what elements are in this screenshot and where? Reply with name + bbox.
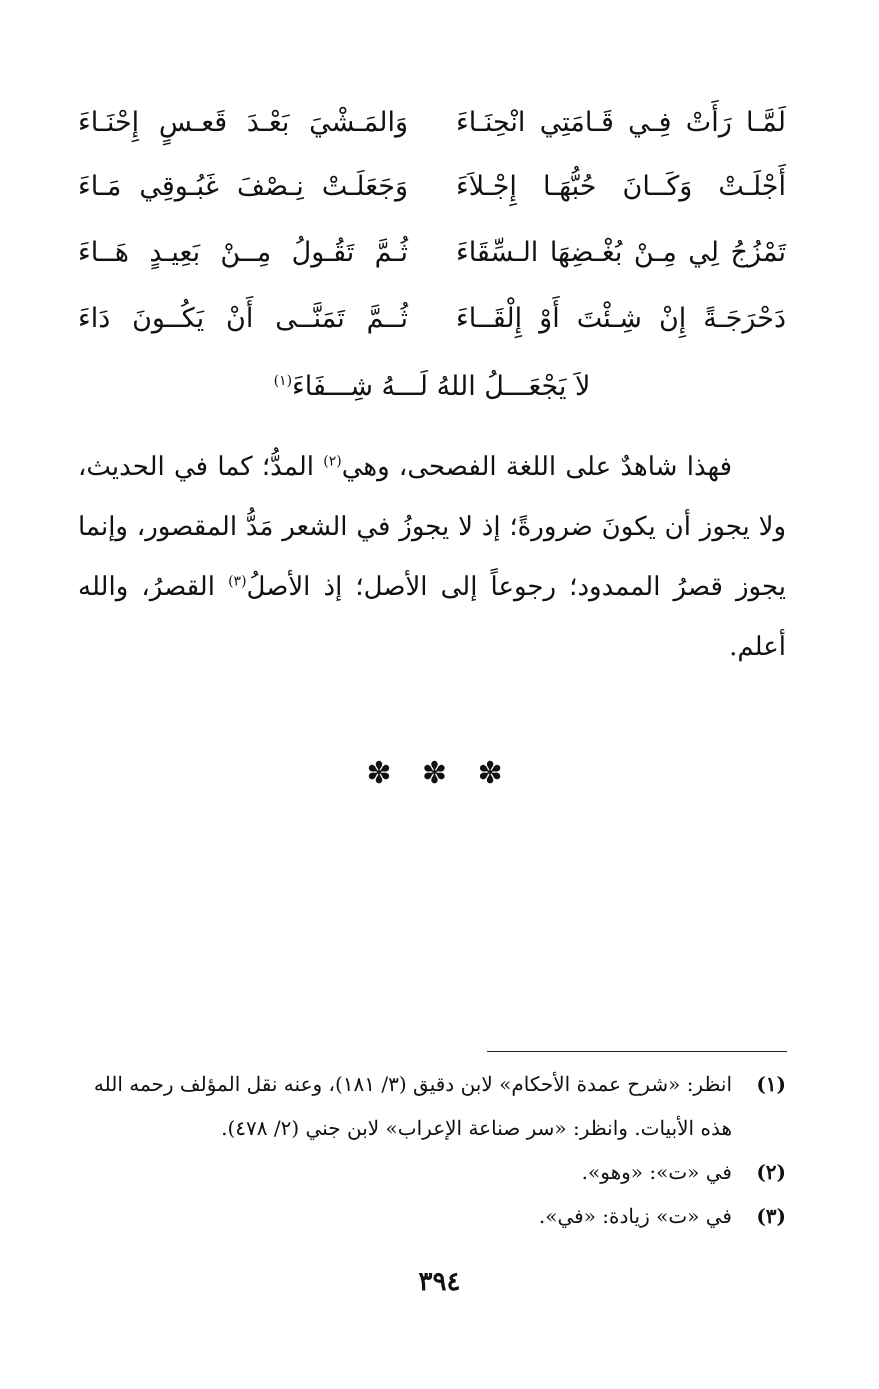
prose-line-2: ولا يجوز أن يكونَ ضرورةً؛ إذ لا يجوزُ في الشعر مَدُّ المقصور، وإنما xyxy=(78,512,786,542)
footnote-2-number: (٢) xyxy=(756,1160,786,1184)
prose-line-1-end: المدُّ؛ كما في الحديث، xyxy=(78,452,324,482)
section-separator: ✽ ✽ ✽ xyxy=(366,756,513,791)
verse-2-second-hemistich: وَجَعَلَـتْ نِـصْفَ غَبُـوقِي مَـاءَ xyxy=(78,171,408,202)
footnote-3-line-1: في «ت» زيادة: «في». xyxy=(538,1204,732,1228)
verse-1-second-hemistich: وَالمَـشْيَ بَعْـدَ قَعـسٍ إِحْنَـاءَ xyxy=(78,107,408,138)
prose-line-3 xyxy=(78,557,786,617)
page-number: ٣٩٤ xyxy=(418,1267,461,1297)
verse-1-first-hemistich: لَمَّـا رَأَتْ فِـي قَـامَتِي انْحِنَـاءَ xyxy=(456,107,786,138)
footnote-3 xyxy=(78,1194,786,1238)
verse-row-2 xyxy=(78,164,786,210)
final-verse xyxy=(78,364,786,410)
verse-4-first-hemistich: دَحْرَجَـةً إِنْ شِـئْتَ أَوْ إِلْقَــاءَ xyxy=(456,303,786,334)
verse-2-first-hemistich: أَجْلَـتْ وَكَــانَ حُبُّهَـا إِجْـلاَءَ xyxy=(456,171,786,202)
verse-3-first-hemistich: تَمْزُجُ لِي مِـنْ بُغْـضِهَا الـسِّقَاءَ xyxy=(456,237,786,268)
prose-line-1 xyxy=(78,437,786,497)
verse-row-1 xyxy=(78,100,786,146)
footnote-marker-1[interactable]: (١) xyxy=(273,373,293,389)
verse-4-second-hemistich: ثُــمَّ تَمَنَّــى أَنْ يَكُــونَ دَاءَ xyxy=(78,303,408,334)
footnote-2-line-1: في «ت»: «وهو». xyxy=(581,1160,732,1184)
footnote-1 xyxy=(78,1062,786,1150)
footnote-divider xyxy=(487,1051,787,1052)
footnotes-section xyxy=(78,1062,786,1238)
prose-line-4: أعلم. xyxy=(729,632,786,662)
verse-3-second-hemistich: ثُـمَّ تَقُـولُ مِــنْ بَعِيـدٍ هَــاءَ xyxy=(78,237,408,268)
footnote-3-number: (٣) xyxy=(756,1204,786,1228)
footnote-marker-3[interactable]: (٣) xyxy=(228,573,247,590)
prose-paragraph xyxy=(78,437,786,677)
footnote-2 xyxy=(78,1150,786,1194)
footnote-1-line-1: انظر: «شرح عمدة الأحكام» لابن دقيق (٣/ ١٨١)، وعنه نقل المؤلف رحمه الله xyxy=(93,1072,732,1096)
prose-line-1-start: فهذا شاهدٌ على اللغة الفصحى، وهي xyxy=(341,452,733,482)
prose-line-3-end: القصرُ، والله xyxy=(78,572,229,602)
footnote-1-number: (١) xyxy=(756,1072,786,1096)
footnote-marker-2[interactable]: (٢) xyxy=(323,453,342,470)
verse-row-4 xyxy=(78,296,786,342)
prose-line-3-start: يجوز قصرُ الممدود؛ رجوعاً إلى الأصل؛ إذ الأصلُ xyxy=(246,572,787,602)
footnote-1-line-2: هذه الأبيات. وانظر: «سر صناعة الإعراب» لابن جني (٢/ ٤٧٨). xyxy=(221,1116,732,1140)
verse-row-3 xyxy=(78,230,786,276)
final-verse-text: لاَ يَجْعَـــلُ اللهُ لَـــهُ شِـــفَاءَ xyxy=(292,371,591,402)
